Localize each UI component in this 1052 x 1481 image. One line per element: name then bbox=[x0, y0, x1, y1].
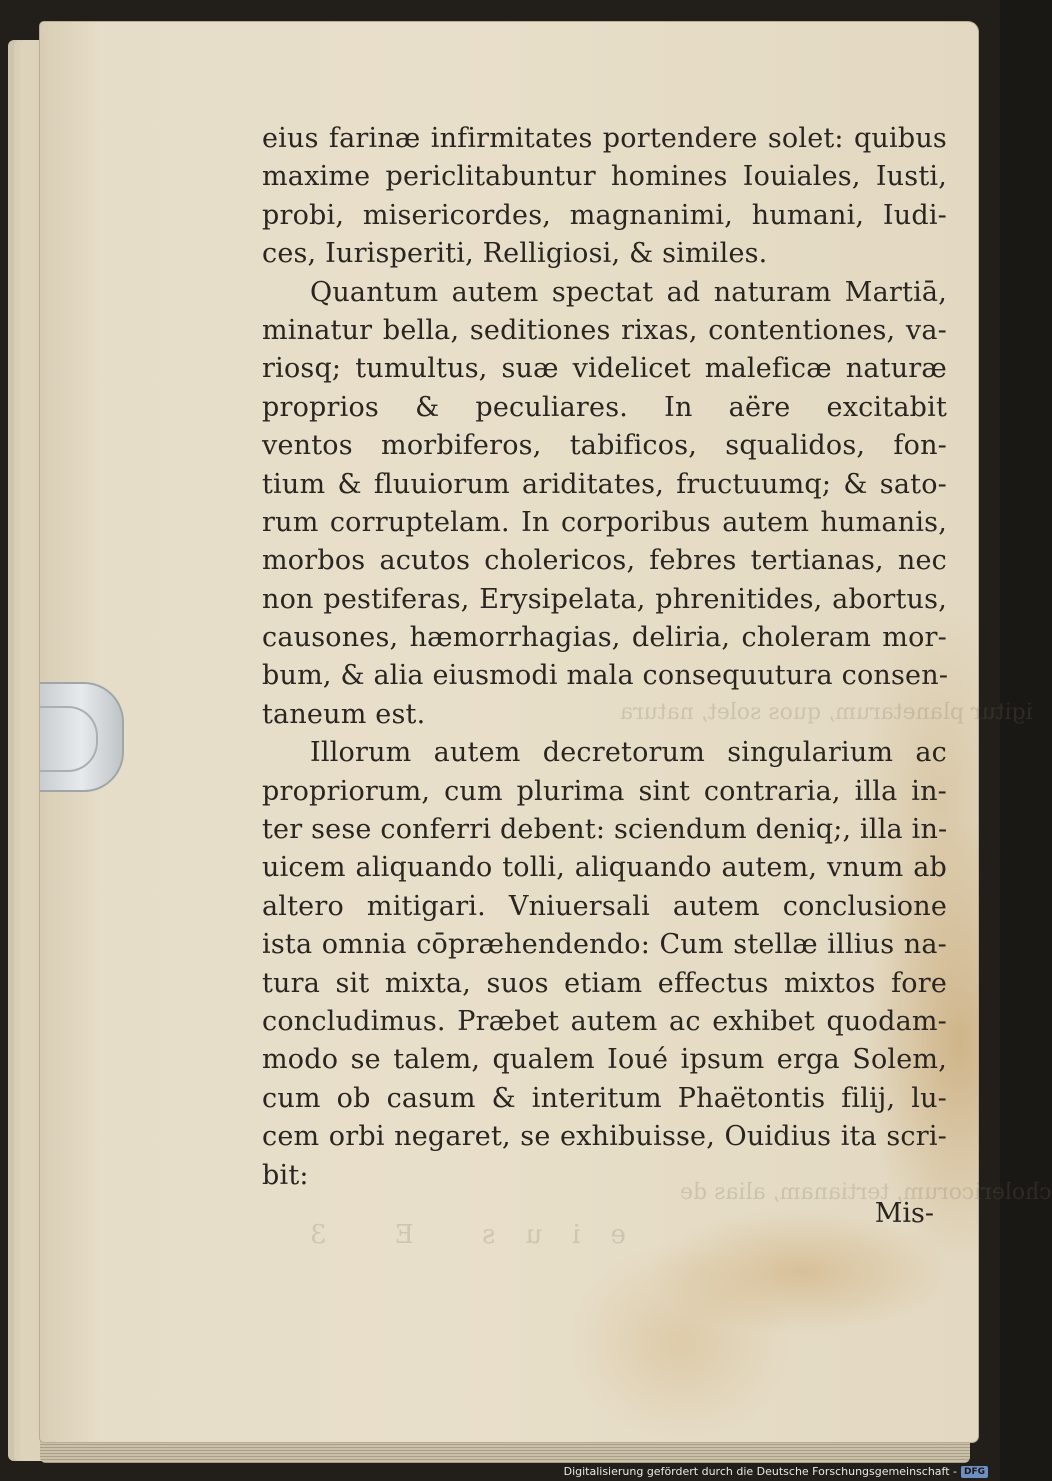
text-line: uicem aliquando tolli, aliquando autem, vnum ab bbox=[262, 852, 947, 884]
footer-credit: Digitalisierung gefördert durch die Deutsche Forschungsgemeinschaft - bbox=[563, 1465, 957, 1478]
text-line: ista omnia cōpræhendendo: Cum stellæ illius na- bbox=[262, 929, 947, 961]
text-line: cum ob casum & interitum Phaëtontis filij, lu- bbox=[262, 1082, 947, 1114]
catchword: Mis- bbox=[874, 1198, 934, 1229]
text-line: modo se talem, qualem Ioué ipsum erga Solem, bbox=[262, 1044, 947, 1076]
text-line: cem orbi negaret, se exhibuisse, Ouidius ita scri- bbox=[262, 1121, 947, 1153]
page-text bbox=[262, 120, 947, 1195]
text-line: tium & fluuiorum ariditates, fructuumq; & sato- bbox=[262, 468, 947, 500]
text-line: concludimus. Præbet autem ac exhibet quodam- bbox=[262, 1005, 947, 1037]
text-line: ventos morbiferos, tabificos, squalidos, fon- bbox=[262, 430, 947, 462]
bleed-through-signature: eius E 3 bbox=[280, 1220, 626, 1250]
text-line: probi, misericordes, magnanimi, humani, Iudi- bbox=[262, 199, 947, 231]
text-line: minatur bella, seditiones rixas, contentiones, va- bbox=[262, 314, 947, 346]
text-line: Quantum autem spectat ad naturam Martiā, bbox=[310, 276, 947, 308]
text-line: ces, Iurisperiti, Relligiosi, & similes. bbox=[262, 238, 768, 270]
text-line: maxime periclitabuntur homines Iouiales, Iusti, bbox=[262, 161, 947, 193]
binding-clip bbox=[40, 682, 124, 792]
binding-clip-inner bbox=[40, 706, 98, 772]
digitization-footer bbox=[564, 1465, 988, 1478]
text-line: rum corruptelam. In corporibus autem humanis, bbox=[262, 506, 947, 538]
text-line: morbos acutos cholericos, febres tertianas, nec bbox=[262, 545, 947, 577]
text-line: propriorum, cum plurima sint contraria, illa in- bbox=[262, 775, 947, 807]
text-line: Illorum autem decretorum singularium ac bbox=[310, 737, 947, 769]
text-line: eius farinæ infirmitates portendere solet: quibus bbox=[262, 123, 947, 154]
text-line: tura sit mixta, suos etiam effectus mixtos fore bbox=[262, 967, 947, 999]
bottom-page-edges bbox=[40, 1439, 970, 1463]
text-line: bit: bbox=[262, 1159, 309, 1191]
text-line: altero mitigari. Vniuersali autem conclusione bbox=[262, 890, 947, 922]
bleed-through-text: cholericorum, tertianam, alias de bbox=[680, 1180, 1052, 1205]
text-line: causones, hæmorrhagias, deliria, choleram mor- bbox=[262, 622, 947, 654]
text-line: proprios & peculiares. In aëre excitabit bbox=[262, 391, 947, 423]
text-line: bum, & alia eiusmodi mala consequutura consen- bbox=[262, 660, 949, 692]
text-line: ter sese conferri debent: sciendum deniq;, illa in- bbox=[262, 814, 948, 846]
text-line: riosq; tumultus, suæ videlicet maleficæ naturæ bbox=[262, 353, 947, 385]
dfg-logo: DFG bbox=[961, 1466, 988, 1478]
text-line: taneum est. bbox=[262, 698, 426, 730]
text-line: non pestiferas, Erysipelata, phrenitides, abortus, bbox=[262, 583, 947, 615]
bleed-through-text: igitur planetarum, quos solet, natura bbox=[620, 700, 1033, 725]
